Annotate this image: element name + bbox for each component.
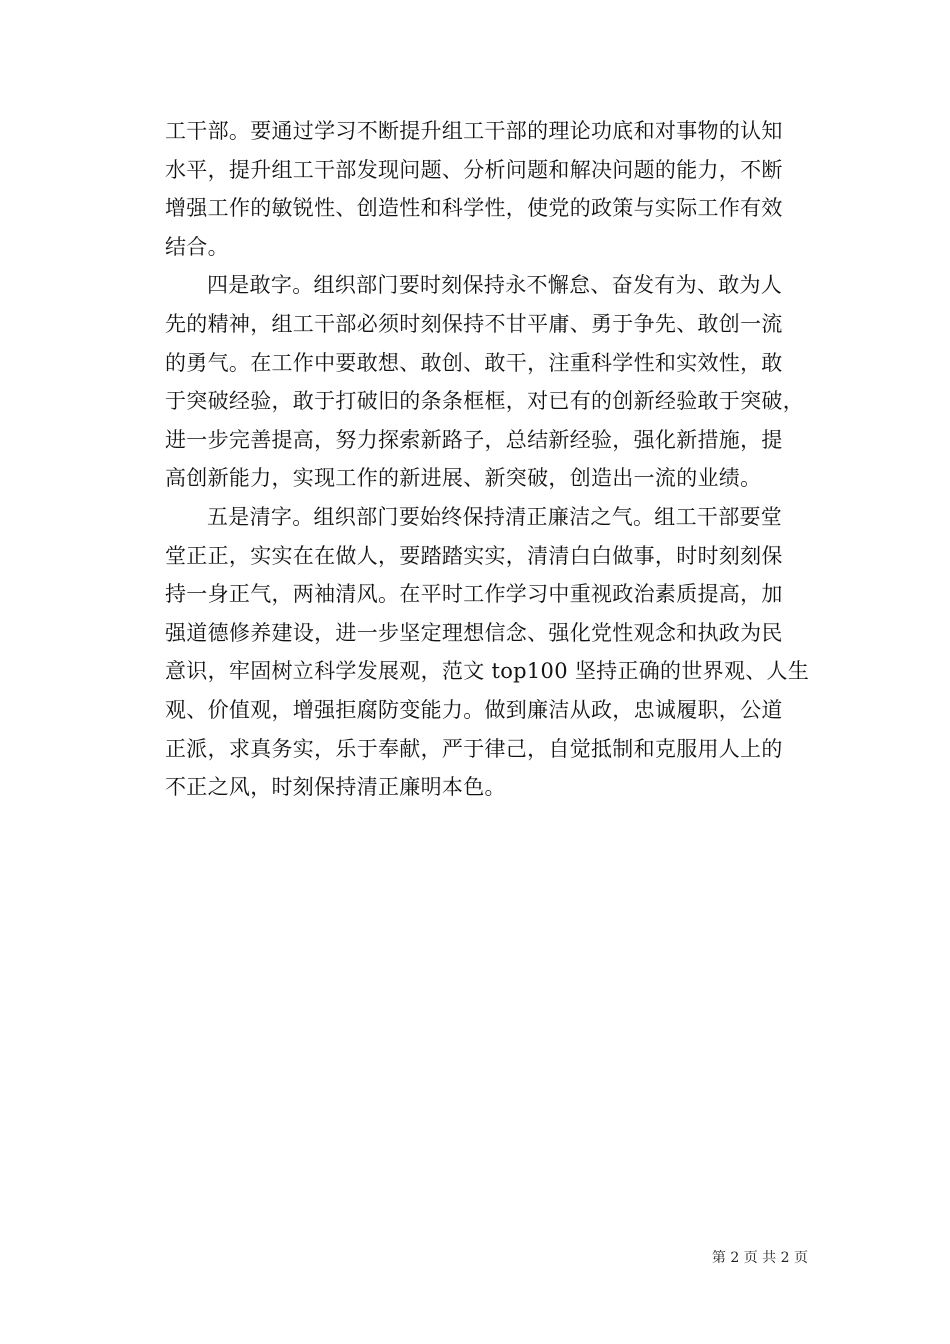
text-line: 观、价值观，增强拒腐防变能力。做到廉洁从政，忠诚履职，公道 xyxy=(165,697,783,722)
text-line: 的勇气。在工作中要敢想、敢创、敢干，注重科学性和实效性，敢 xyxy=(165,350,783,375)
text-line: 持一身正气，两袖清风。在平时工作学习中重视政治素质提高，加 xyxy=(165,582,783,607)
text-line: 五是清字。组织部门要始终保持清正廉洁之气。组工干部要堂 xyxy=(207,504,783,529)
text-line: 高创新能力，实现工作的新进展、新突破，创造出一流的业绩。 xyxy=(165,466,762,491)
paragraph xyxy=(165,266,825,498)
text-line: 堂正正，实实在在做人，要踏踏实实，清清白白做事，时时刻刻保 xyxy=(165,543,783,568)
document-body xyxy=(165,112,825,807)
text-line: 水平，提升组工干部发现问题、分析问题和解决问题的能力，不断 xyxy=(165,157,783,182)
text-line: 进一步完善提高，努力探索新路子，总结新经验，强化新措施，提 xyxy=(165,427,783,452)
page-number-footer: 第 2 页 共 2 页 xyxy=(711,1250,808,1266)
paragraph xyxy=(165,112,825,266)
text-line: 先的精神，组工干部必须时刻保持不甘平庸、勇于争先、敢创一流 xyxy=(165,311,783,336)
text-line: 意识，牢固树立科学发展观，范文 top100 坚持正确的世界观、人生 xyxy=(165,659,810,684)
paragraph xyxy=(165,498,825,807)
text-line: 四是敢字。组织部门要时刻保持永不懈怠、奋发有为、敢为人 xyxy=(207,273,783,298)
text-line: 不正之风，时刻保持清正廉明本色。 xyxy=(165,775,506,800)
text-line: 结合。 xyxy=(165,234,229,259)
text-line: 强道德修养建设，进一步坚定理想信念、强化党性观念和执政为民 xyxy=(165,620,783,645)
text-line: 工干部。要通过学习不断提升组工干部的理论功底和对事物的认知 xyxy=(165,119,783,143)
text-line: 于突破经验，敢于打破旧的条条框框，对已有的创新经验敢于突破， xyxy=(165,389,804,414)
text-line: 正派，求真务实，乐于奉献，严于律己，自觉抵制和克服用人上的 xyxy=(165,736,783,761)
text-line: 增强工作的敏锐性、创造性和科学性，使党的政策与实际工作有效 xyxy=(165,196,783,221)
